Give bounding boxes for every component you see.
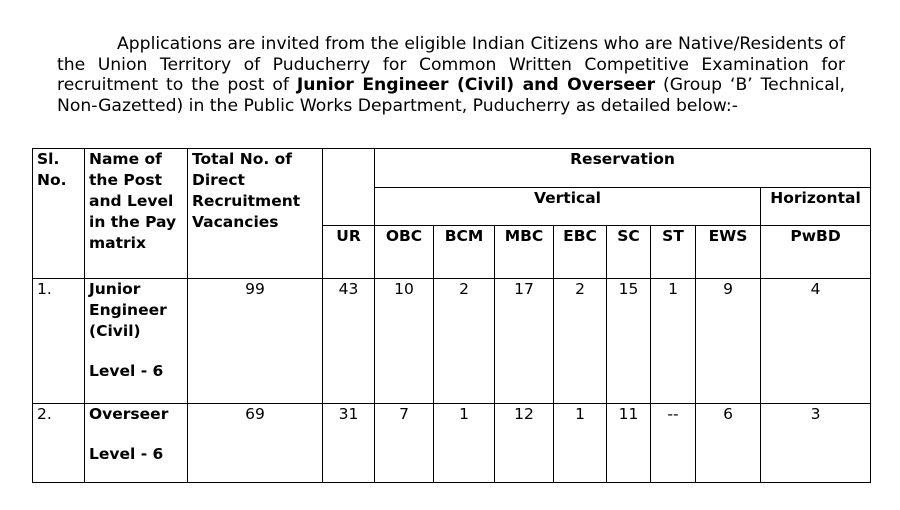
- cell-mbc: 17: [495, 279, 554, 404]
- cell-st: 1: [651, 279, 696, 404]
- cell-ur: 43: [323, 279, 375, 404]
- intro-lead: Applications are invited from the eligible Indian Citizens who are Native/Residents of the Union Territory of Puducherry for Common Written Competitive Examination for recruitment to the post of: [57, 34, 845, 96]
- header-pwbd: PwBD: [761, 226, 871, 279]
- header-total-vacancies: Total No. of Direct Recruitment Vacancies: [188, 149, 323, 279]
- post-level: Level - 6: [89, 445, 164, 463]
- header-mbc: MBC: [495, 226, 554, 279]
- header-sc: SC: [607, 226, 651, 279]
- vacancy-table: [32, 148, 871, 483]
- header-st: ST: [651, 226, 696, 279]
- header-horizontal: Horizontal: [761, 188, 871, 226]
- row-total: 99: [188, 279, 323, 404]
- cell-ews: 9: [696, 279, 761, 404]
- cell-mbc: 12: [495, 404, 554, 483]
- header-row-reservation: [33, 149, 871, 188]
- cell-ebc: 1: [554, 404, 607, 483]
- cell-ebc: 2: [554, 279, 607, 404]
- post-title: Overseer: [89, 405, 169, 423]
- row-post-name: [85, 404, 188, 483]
- intro-paragraph: [57, 34, 845, 116]
- row-post-name: [85, 279, 188, 404]
- cell-ews: 6: [696, 404, 761, 483]
- header-bcm: BCM: [434, 226, 495, 279]
- cell-obc: 10: [375, 279, 434, 404]
- cell-st: --: [651, 404, 696, 483]
- header-post-name: Name of the Post and Level in the Pay matrix: [85, 149, 188, 279]
- post-title: Junior Engineer (Civil): [89, 280, 167, 340]
- table-row: [33, 404, 871, 483]
- cell-sc: 15: [607, 279, 651, 404]
- cell-bcm: 1: [434, 404, 495, 483]
- header-vertical: Vertical: [375, 188, 761, 226]
- header-obc: OBC: [375, 226, 434, 279]
- cell-obc: 7: [375, 404, 434, 483]
- table-row: [33, 279, 871, 404]
- cell-pwbd: 4: [761, 279, 871, 404]
- header-sl-no: Sl. No.: [33, 149, 85, 279]
- intro-tail: (Group ‘B’ Technical, Non-Gazetted) in the Public Works Department, Puducherry as detailed below:-: [57, 75, 845, 116]
- cell-pwbd: 3: [761, 404, 871, 483]
- row-sl-no: 1.: [33, 279, 85, 404]
- header-ebc: EBC: [554, 226, 607, 279]
- header-ews: EWS: [696, 226, 761, 279]
- cell-ur: 31: [323, 404, 375, 483]
- header-ur: UR: [323, 226, 375, 279]
- row-total: 69: [188, 404, 323, 483]
- cell-bcm: 2: [434, 279, 495, 404]
- cell-sc: 11: [607, 404, 651, 483]
- post-level: Level - 6: [89, 362, 164, 380]
- intro-posts: Junior Engineer (Civil) and Overseer: [296, 75, 656, 96]
- header-reservation: Reservation: [375, 149, 871, 188]
- header-ur-spacer: [323, 149, 375, 226]
- row-sl-no: 2.: [33, 404, 85, 483]
